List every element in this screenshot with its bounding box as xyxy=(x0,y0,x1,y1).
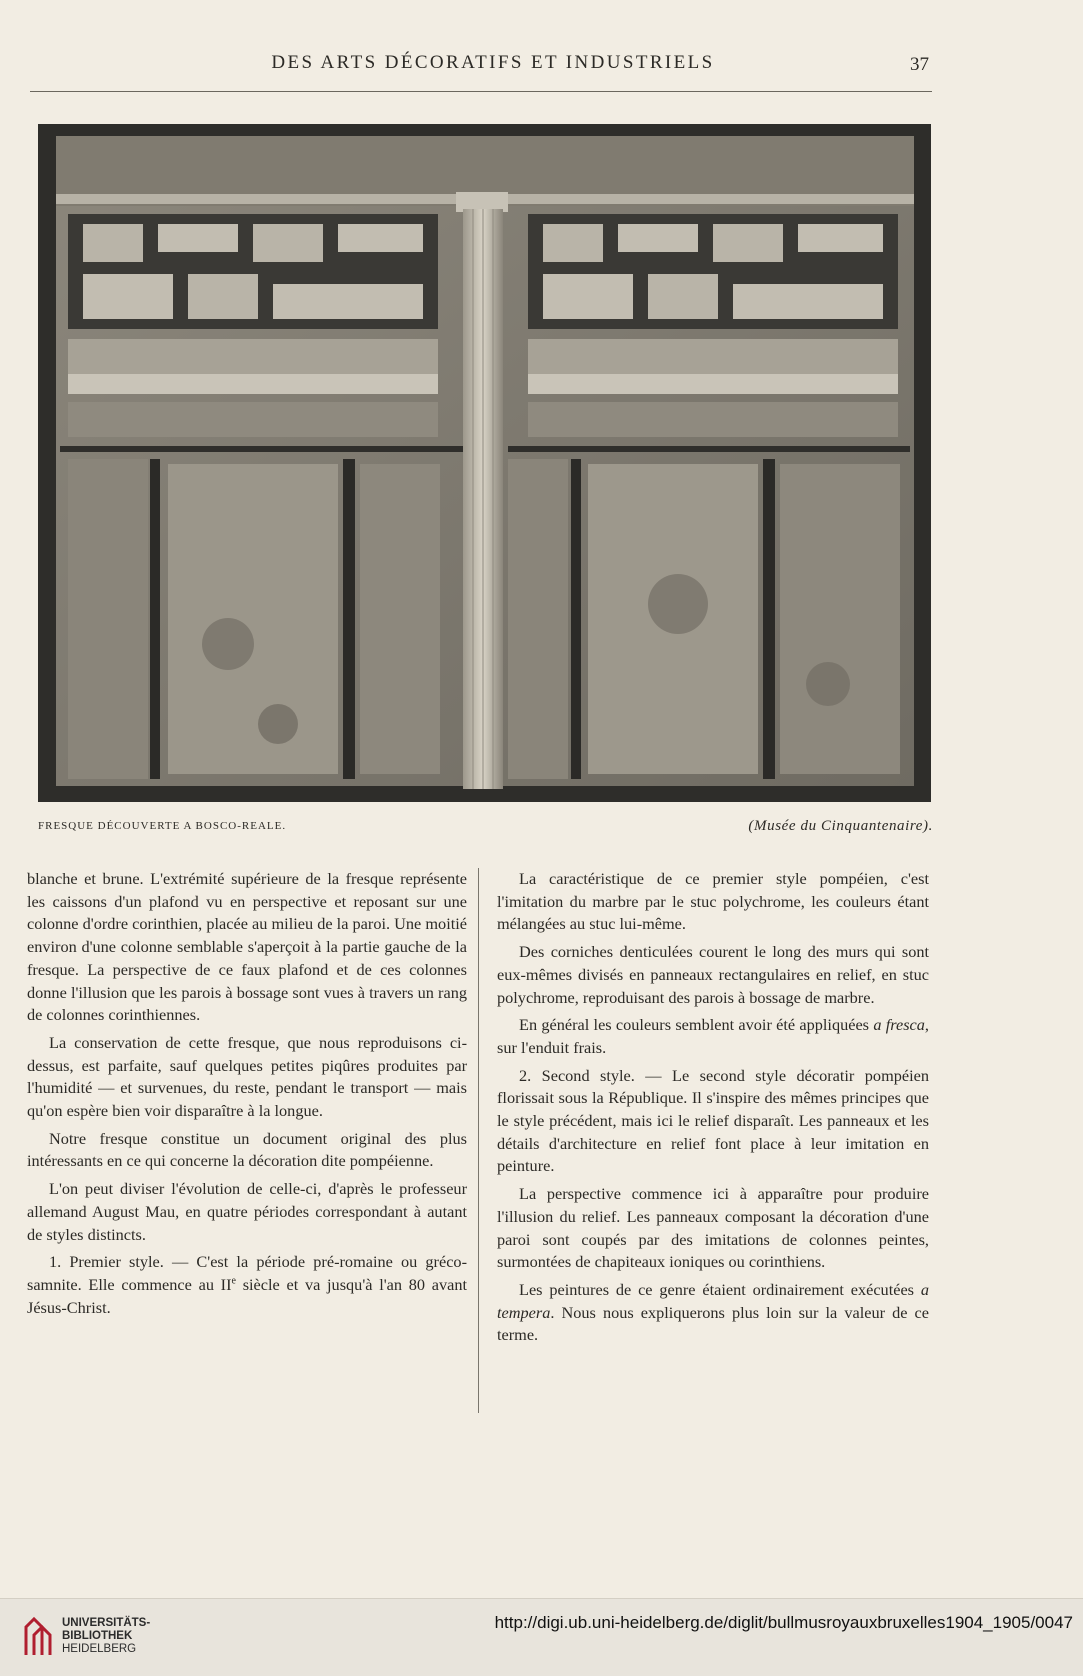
source-url-link[interactable]: http://digi.ub.uni-heidelberg.de/diglit/bullmusroyauxbruxelles1904_1905/0047 xyxy=(494,1613,1073,1632)
fresca-italic: a fresca xyxy=(873,1015,925,1035)
running-header xyxy=(0,52,1083,82)
figure-credit: (Musée du Cinquantenaire). xyxy=(748,818,933,834)
left-paragraph-5 xyxy=(27,1251,467,1319)
left-paragraph-3: Notre fresque constitue un document original des plus intéressants en ce qui concerne la décoration dite pompéienne. xyxy=(27,1128,467,1171)
left-paragraph-1: blanche et brune. L'extrémité supérieure de la fresque représente les caissons d'un plafond vu en perspective et reposant sur une colonne d'ordre corinthien, placée au milieu de la paroi. Une moitié environ d'une colonne semblable s'aperçoit à la partie gauche de la fresque. La perspective de ce faux plafond et de ces colonnes donne l'illusion que les parois à bossage sont vues à travers un rang de colonnes corinthiennes. xyxy=(27,869,467,1025)
fresco-illustration xyxy=(38,124,931,802)
running-title: DES ARTS DÉCORATIFS ET INDUSTRIELS xyxy=(271,52,715,73)
column-divider xyxy=(478,868,479,1413)
coffer-band-right xyxy=(528,214,898,329)
tempera-before: Les peintures de ce genre étaient ordinairement exécutées xyxy=(519,1279,921,1299)
library-line-1: UNIVERSITÄTS- xyxy=(62,1617,151,1629)
right-paragraph-1: La caractéristique de ce premier style pompéien, c'est l'imitation du marbre par le stuc polychrome, les couleurs étant mélangées au stuc lui-même. xyxy=(497,869,929,934)
right-paragraph-4: 2. Second style. — Le second style décoratir pompéien florissait sous la République. Il s'inspire des mêmes principes que le style précédent, mais ici le relief disparaît. Les panneaux et les détails d'architecture en relief font place à leur imitation en peinture. xyxy=(497,1065,929,1176)
superscript-e: e xyxy=(231,1275,236,1287)
right-column xyxy=(497,868,929,1352)
fresco-photograph xyxy=(38,124,931,802)
tempera-after: . Nous nous expliquerons plus loin sur la valeur de ce terme. xyxy=(497,1302,929,1345)
library-name xyxy=(62,1617,150,1656)
header-rule xyxy=(30,91,932,92)
library-line-3: HEIDELBERG xyxy=(62,1643,137,1655)
left-paragraph-2: La conservation de cette fresque, que nous reproduisons ci-dessus, est parfaite, sauf quelques petites piqûres produites par l'humidité — et survenues, du reste, pendant le transport — mais qu'on espère bien voir disparaître à la longue. xyxy=(27,1032,467,1121)
right-paragraph-5: La perspective commence ici à apparaître pour produire l'illusion du relief. Les panneaux composant la décoration d'une paroi sont coupés par des imitations de colonnes peintes, surmontées de chapiteaux ioniques ou corinthiens. xyxy=(497,1184,929,1272)
page-number: 37 xyxy=(910,54,929,75)
premier-style-text: 1. Premier style. — C'est la période pré-romaine ou gréco-samnite. Elle commence au II xyxy=(27,1252,467,1294)
heidelberg-library-logo-icon xyxy=(22,1613,56,1659)
premier-style-text-end: siècle et va jusqu'à l'an 80 avant Jésus-Christ. xyxy=(27,1274,467,1317)
left-paragraph-4: L'on peut diviser l'évolution de celle-ci, d'après le professeur allemand August Mau, en quatre périodes correspondant à autant de styles distincts. xyxy=(27,1179,467,1244)
tempera-italic: a tempera xyxy=(497,1279,929,1322)
right-paragraph-3 xyxy=(497,1014,929,1059)
digitization-footer xyxy=(0,1598,1083,1676)
library-line-2: BIBLIOTHEK xyxy=(62,1630,133,1642)
coffer-band-left xyxy=(68,214,438,329)
fresca-after: , sur l'enduit frais. xyxy=(497,1015,929,1057)
left-column xyxy=(27,868,467,1324)
corinthian-column xyxy=(456,192,508,789)
right-paragraph-6 xyxy=(497,1279,929,1347)
fresca-before: En général les couleurs semblent avoir été appliquées xyxy=(519,1015,874,1035)
figure-caption: FRESQUE DÉCOUVERTE A BOSCO-REALE. xyxy=(38,820,287,832)
right-paragraph-2: Des corniches denticulées courent le long des murs qui sont eux-mêmes divisés en panneaux rectangulaires en relief, en stuc polychrome, reproduisant des parois à bossage de marbre. xyxy=(497,942,929,1007)
